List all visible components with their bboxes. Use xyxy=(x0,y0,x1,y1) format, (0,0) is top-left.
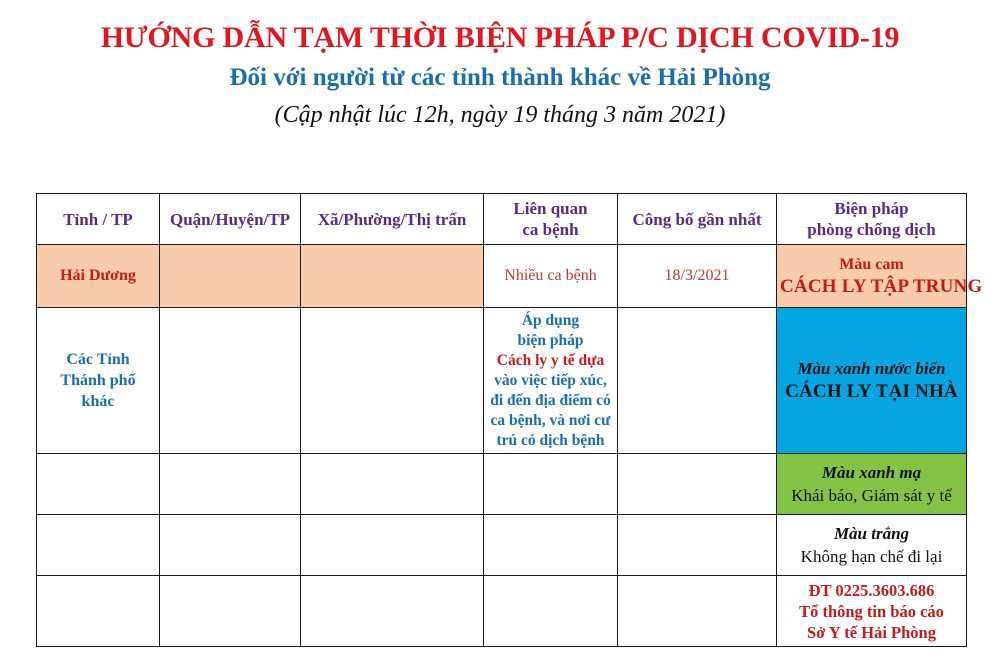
related-line-3: Cách ly y tế dựa xyxy=(496,351,605,369)
cell-province-other-line3: khác xyxy=(81,393,115,410)
cell-district-hai-duong xyxy=(160,245,301,308)
cell-province-white xyxy=(37,515,160,576)
table-row xyxy=(37,454,967,515)
cell-ward-hai-duong xyxy=(301,245,484,308)
cell-district-contact xyxy=(160,576,301,647)
column-header-related-cases-line2: ca bệnh xyxy=(522,220,579,239)
column-header-measure xyxy=(777,194,967,245)
related-line-7: trú có dịch bệnh xyxy=(496,431,605,449)
column-header-province: Tỉnh / TP xyxy=(37,194,160,245)
measure-title-white: Màu trắng xyxy=(833,523,910,543)
measure-title-orange: Màu cam xyxy=(839,255,904,273)
cell-ward-green xyxy=(301,454,484,515)
cell-district-white xyxy=(160,515,301,576)
cell-ward-contact xyxy=(301,576,484,647)
page-subtitle: Đối với người từ các tỉnh thành khác về Hải Phòng xyxy=(229,64,771,91)
cell-province-other xyxy=(37,308,160,454)
cell-province-contact xyxy=(37,576,160,647)
cell-province-other-line1: Các Tỉnh xyxy=(66,351,130,368)
column-header-related-cases-line1: Liên quan xyxy=(513,199,588,218)
cell-measure-declare-monitor xyxy=(777,454,967,515)
column-header-ward: Xã/Phường/Thị trấn xyxy=(301,194,484,245)
column-header-related-cases xyxy=(484,194,618,245)
column-header-last-announced: Công bố gần nhất xyxy=(618,194,777,245)
measure-body-blue: CÁCH LY TẠI NHÀ xyxy=(785,380,958,402)
table-row xyxy=(37,515,967,576)
page-update-date: (Cập nhật lúc 12h, ngày 19 tháng 3 năm 2021) xyxy=(274,102,726,128)
cell-last-announced-other xyxy=(618,308,777,454)
measure-title-green: Màu xanh mạ xyxy=(821,462,922,482)
measure-body-white: Không hạn chế đi lại xyxy=(800,546,943,566)
related-line-4: vào việc tiếp xúc, xyxy=(494,371,607,389)
measure-body-green: Khái báo, Giám sát y tế xyxy=(791,485,952,505)
cell-contact-info xyxy=(777,576,967,647)
related-line-1: Áp dụng xyxy=(521,311,580,329)
related-line-2: biện pháp xyxy=(517,331,584,349)
measure-body-orange: CÁCH LY TẬP TRUNG xyxy=(780,275,983,297)
page-title-block xyxy=(0,0,1000,132)
column-header-measure-line1: Biện pháp xyxy=(834,199,909,218)
cell-last-announced-green xyxy=(618,454,777,515)
cell-related-cases-hai-duong: Nhiều ca bệnh xyxy=(484,245,618,308)
contact-department: Sở Y tế Hải Phòng xyxy=(807,622,936,642)
guidance-table xyxy=(36,193,983,647)
cell-last-announced-contact xyxy=(618,576,777,647)
cell-measure-no-restriction xyxy=(777,515,967,576)
cell-district-green xyxy=(160,454,301,515)
related-line-6: ca bệnh, và nơi cư xyxy=(490,411,611,429)
cell-province-other-line2: Thánh phố xyxy=(60,372,136,389)
table-row xyxy=(37,245,967,308)
cell-related-cases-contact xyxy=(484,576,618,647)
measure-title-blue: Màu xanh nước biển xyxy=(797,358,946,378)
cell-last-announced-hai-duong: 18/3/2021 xyxy=(618,245,777,308)
page-title: HƯỚNG DẪN TẠM THỜI BIỆN PHÁP P/C DỊCH COVID-19 xyxy=(100,21,900,54)
table-header-row xyxy=(37,194,967,245)
cell-province-green xyxy=(37,454,160,515)
contact-team: Tổ thông tin báo cáo xyxy=(799,601,944,621)
contact-phone: ĐT 0225.3603.686 xyxy=(808,580,935,600)
related-line-5: đi đến địa điểm có xyxy=(490,391,611,409)
guidance-table-wrapper xyxy=(36,193,983,647)
cell-measure-quarantine-centralized xyxy=(777,245,983,308)
cell-measure-quarantine-home xyxy=(777,308,967,454)
cell-province-hai-duong: Hải Dương xyxy=(37,245,160,308)
cell-ward-other xyxy=(301,308,484,454)
table-row xyxy=(37,576,967,647)
column-header-measure-line2: phòng chống dịch xyxy=(807,220,936,239)
cell-related-cases-white xyxy=(484,515,618,576)
cell-district-other xyxy=(160,308,301,454)
cell-last-announced-white xyxy=(618,515,777,576)
cell-related-cases-other xyxy=(484,308,618,454)
column-header-district: Quận/Huyện/TP xyxy=(160,194,301,245)
cell-related-cases-green xyxy=(484,454,618,515)
cell-ward-white xyxy=(301,515,484,576)
table-row xyxy=(37,308,967,454)
